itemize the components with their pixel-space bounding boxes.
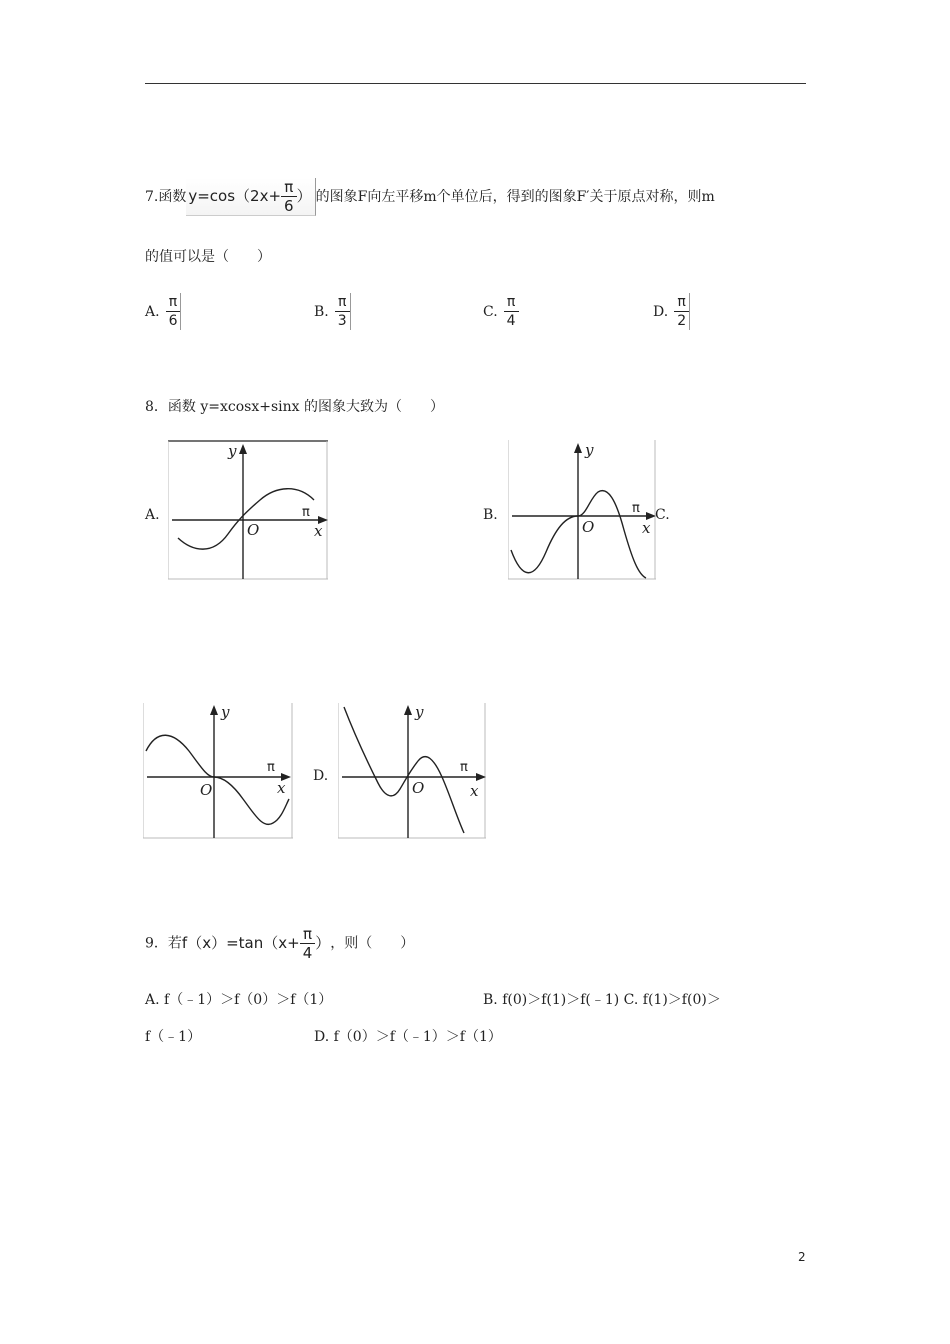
q8-graph-d xyxy=(338,703,486,839)
graph-c-curve xyxy=(146,735,289,824)
q7-formula xyxy=(186,178,315,216)
q8-stem: 8．函数 y=xcosx+sinx 的图象大致为（ ） xyxy=(145,399,444,415)
graph-b-x-label: x xyxy=(642,519,651,537)
q7-option-c-label: C. xyxy=(483,303,498,320)
q7-number: 7. xyxy=(145,189,159,205)
graph-c-y-arrow xyxy=(210,705,218,715)
q9-formula-den: 4 xyxy=(302,944,313,962)
q7-option-d-den: 2 xyxy=(677,313,687,329)
graph-d-y-arrow xyxy=(404,705,412,715)
q7-option-b-den: 3 xyxy=(337,313,347,329)
q7-option-b-fraction xyxy=(335,293,351,330)
graph-d-x-label: x xyxy=(470,782,479,800)
q7-formula-right: ） xyxy=(296,187,312,205)
graph-b-y-arrow xyxy=(574,443,582,453)
graph-d-origin-label: O xyxy=(412,779,425,797)
q7-option-b xyxy=(314,293,351,330)
q7-stem xyxy=(145,178,715,216)
graph-d-pi-label: π xyxy=(460,760,468,775)
q8-graph-c xyxy=(143,703,293,839)
q7-text-rest: 的图象F向左平移m个单位后，得到的图象F′关于原点对称，则m xyxy=(315,189,715,205)
q7-formula-fraction xyxy=(281,178,297,215)
q8-graph-a xyxy=(168,440,328,580)
graph-a-y-arrow xyxy=(239,444,247,454)
q7-option-a-label: A. xyxy=(145,303,160,320)
q8-label-c: C. xyxy=(655,507,670,523)
q7-option-d-fraction xyxy=(674,293,690,330)
graph-b-y-label: y xyxy=(585,441,594,459)
graph-b-origin-label: O xyxy=(582,518,595,536)
q9-formula-num: π xyxy=(300,925,316,944)
q9-formula-left: f（x）=tan（x+ xyxy=(181,934,300,952)
graph-a-x-label: x xyxy=(314,522,323,540)
q7-option-c xyxy=(483,293,519,330)
page-number: 2 xyxy=(798,1250,806,1264)
q7-option-d xyxy=(653,293,690,330)
q9-stem xyxy=(145,925,414,962)
q7-line2: 的值可以是（ ） xyxy=(145,249,271,265)
graph-c-y-label: y xyxy=(221,703,230,721)
q9-tail: ，则（ ） xyxy=(330,935,415,952)
q9-number: 9．若 xyxy=(145,935,182,952)
graph-c-origin-label: O xyxy=(200,781,213,799)
q9-formula-right: ） xyxy=(315,934,331,952)
q7-option-d-label: D. xyxy=(653,303,669,320)
q7-formula-den: 6 xyxy=(284,197,294,215)
graph-d-curve xyxy=(344,707,464,833)
graph-c-pi-label: π xyxy=(267,760,275,775)
graph-a-y-label: y xyxy=(228,442,237,460)
q9-option-a: A. f（﹣1）＞f（0）＞f（1） xyxy=(145,992,333,1008)
q9-option-c-cont: f（﹣1） xyxy=(145,1029,202,1045)
q9-option-b-c: B. f(0)＞f(1)＞f(﹣1) C. f(1)＞f(0)＞ xyxy=(483,992,721,1008)
q9-option-d: D. f（0）＞f（﹣1）＞f（1） xyxy=(314,1029,502,1045)
graph-b-pi-label: π xyxy=(632,501,640,516)
q8-label-a: A. xyxy=(145,507,160,523)
q7-lead: 函数 xyxy=(158,189,187,205)
q7-option-a-num: π xyxy=(166,293,181,312)
graph-a-pi-label: π xyxy=(302,505,310,520)
q7-option-d-num: π xyxy=(674,293,689,312)
q7-option-a xyxy=(145,293,181,330)
graph-a-curve xyxy=(178,489,314,549)
q7-formula-num: π xyxy=(281,178,297,197)
graph-a-origin-label: O xyxy=(247,521,260,539)
q7-option-c-num: π xyxy=(504,293,519,312)
q9-formula-fraction xyxy=(300,925,316,962)
q7-option-c-fraction xyxy=(504,293,519,330)
q7-option-b-label: B. xyxy=(314,303,329,320)
q8-label-b: B. xyxy=(483,507,498,523)
graph-c-x-label: x xyxy=(277,779,286,797)
q7-option-a-fraction xyxy=(166,293,182,330)
q7-option-b-num: π xyxy=(335,293,350,312)
graph-d-y-label: y xyxy=(415,703,424,721)
q7-option-a-den: 6 xyxy=(168,313,178,329)
q8-label-d: D. xyxy=(313,768,329,784)
q9-formula xyxy=(182,925,330,962)
q7-option-c-den: 4 xyxy=(506,313,516,329)
header-rule xyxy=(145,83,806,84)
q8-graph-b xyxy=(508,440,656,580)
q7-formula-left: y=cos（2x+ xyxy=(188,187,282,205)
